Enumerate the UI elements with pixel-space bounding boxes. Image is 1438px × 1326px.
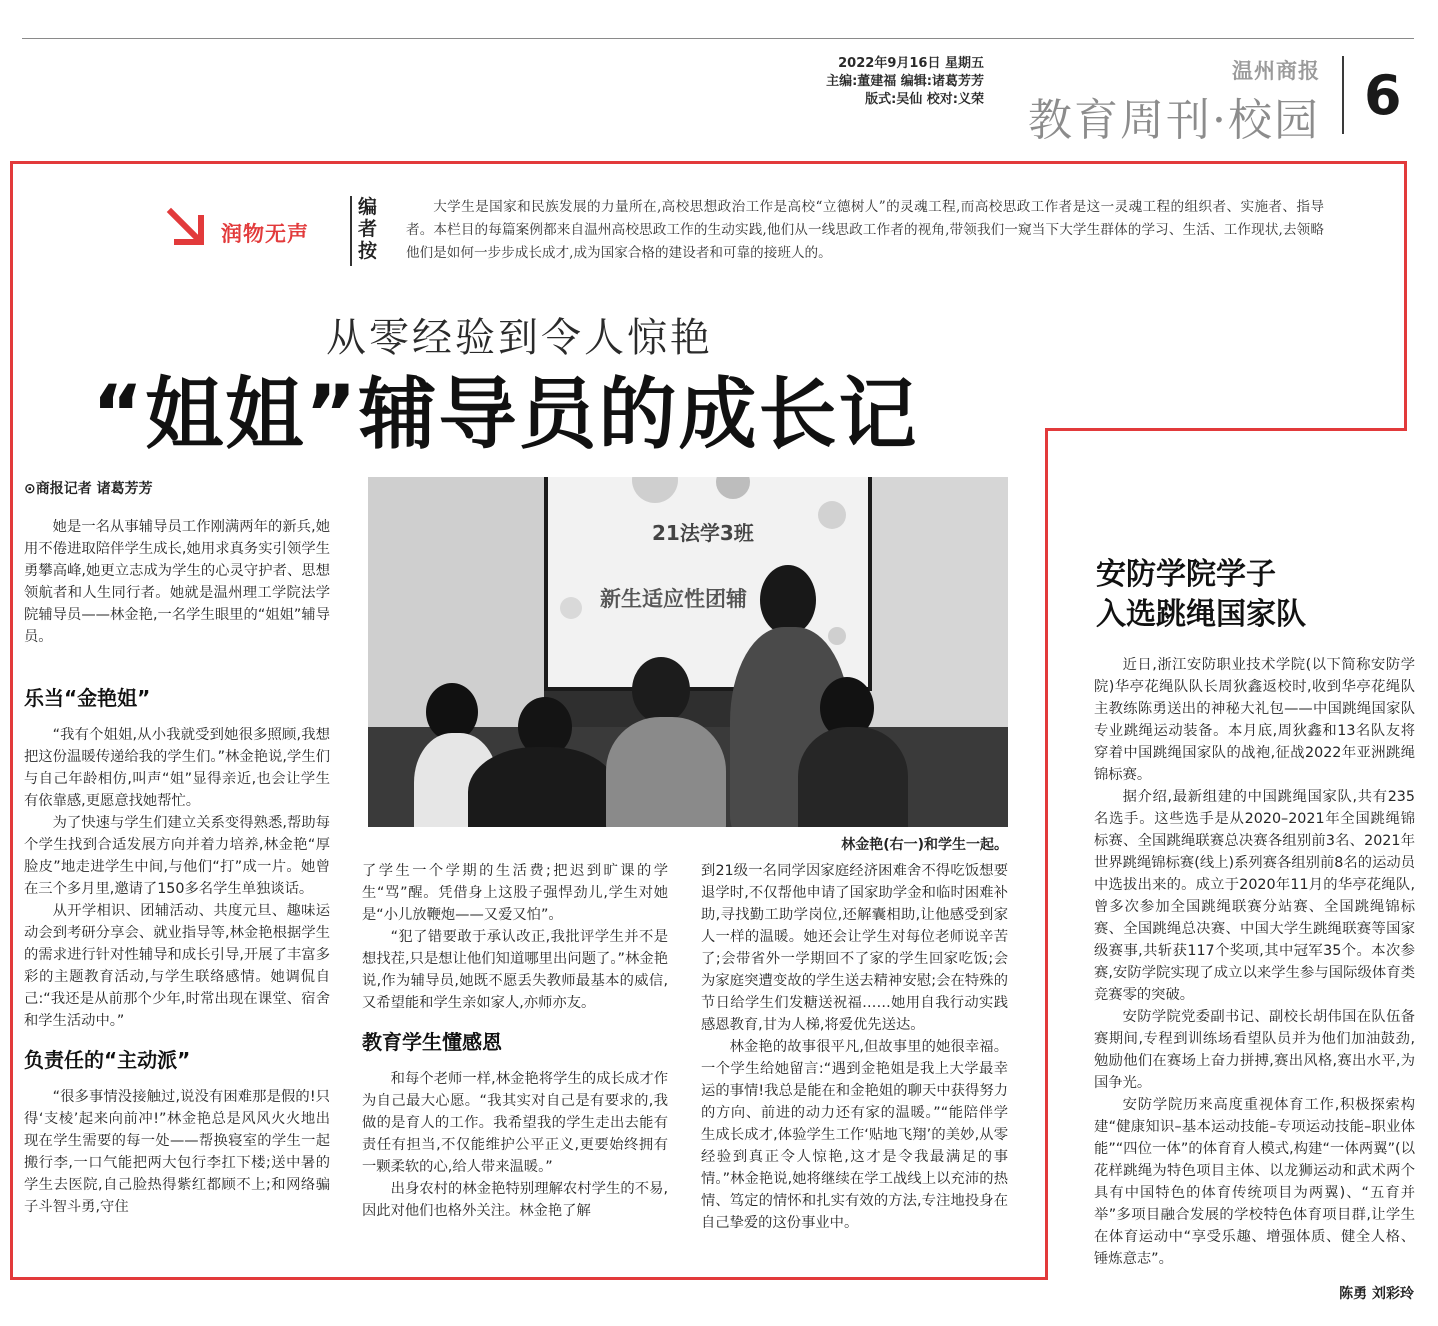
paragraph: 她是一名从事辅导员工作刚满两年的新兵,她用不倦进取陪伴学生成长,她用求真务实引领学生勇攀高峰,她更立志成为学生的心灵守护者、思想领航者和人生同行者。她就是温州理工学院法学院辅导员——林金艳,一名学生眼里的“姐姐”辅导员。 — [24, 519, 330, 645]
paragraph: “我有个姐姐,从小我就受到她很多照顾,我想把这份温暖传递给我的学生们。”林金艳说,学生们与自己年龄相仿,叫声“姐”显得亲近,也会让学生有依靠感,更愿意找她帮忙。 — [24, 727, 330, 809]
layout-proof-credit: 版式:吴仙 校对:义荣 — [865, 92, 984, 107]
paragraph: 安防学院党委副书记、副校长胡伟国在队伍备赛期间,专程到训练场看望队员并为他们加油鼓劲,勉励他们在赛场上奋力拼搏,赛出风格,赛出水平,为国争光。 — [1094, 1009, 1415, 1091]
subheading: 教育学生懂感恩 — [362, 1030, 502, 1054]
paragraph: 近日,浙江安防职业技术学院(以下简称安防学院)华亭花绳队队长周狄鑫返校时,收到华亭花绳队主教练陈勇送出的神秘大礼包——中国跳绳国家队专业跳绳运动装备。本月底,周狄鑫和13名队友将穿着中国跳绳国家队的战袍,征战2022年亚洲跳绳锦标赛。 — [1094, 657, 1415, 783]
article-headline: “姐姐”辅导员的成长记 — [92, 370, 919, 460]
article-photo — [368, 477, 1008, 827]
editor-note-label — [350, 196, 390, 266]
paragraph: 从开学相识、团辅活动、共度元旦、趣味运动会到考研分享会、就业指导等,林金艳根据学生的需求进行针对性辅导和成长引导,开展了丰富多彩的主题教育活动,与学生联络感情。她调侃自己:“我还是从前那个少年,时常出现在课堂、宿舍和学生活动中。” — [24, 903, 330, 1029]
paper-name: 温州商报 — [1232, 59, 1320, 83]
side-article-title-line: 安防学院学子 — [1096, 557, 1276, 592]
article-column-3 — [701, 860, 1008, 1273]
paragraph: 出身农村的林金艳特别理解农村学生的不易,因此对他们也格外关注。林金艳了解 — [362, 1181, 668, 1219]
article-byline: ⊙商报记者 诸葛芳芳 — [24, 481, 153, 497]
red-diagonal-arrow-icon — [165, 206, 209, 250]
paragraph: 林金艳的故事很平凡,但故事里的她很幸福。一个学生给她留言:“遇到金艳姐是我上大学最幸运的事情!我总是能在和金艳姐的聊天中获得努力的方向、前进的动力还有家的温暖。”“能陪伴学生成长成才,体验学生工作‘贴地飞翔’的美妙,从零经验到真正令人惊艳,这才是令我最满足的事情。”林金艳说,她将继续在学工战线上以充沛的热情、笃定的情怀和扎实有效的方法,专注地投身在自己挚爱的这份事业中。 — [701, 1039, 1008, 1231]
paragraph: 安防学院历来高度重视体育工作,积极探索构建“健康知识–基本运动技能–专项运动技能–职业体能”“四位一体”的体育育人模式,构建“一体两翼”(以花样跳绳为特色项目主体、以龙狮运动和武术两个具有中国特色的体育传统项目为两翼)、“五育并举”多项目融合发展的学校特色体育项目群,让学生在体育运动中“享受乐趣、增强体质、健全人格、锤炼意志”。 — [1094, 1097, 1415, 1267]
editor-note-label-char: 按 — [358, 240, 378, 262]
subheading: 负责任的“主动派” — [24, 1048, 191, 1072]
editor-note-label-char: 编 — [358, 196, 378, 218]
screen-text-class: 21法学3班 — [652, 521, 754, 545]
editor-note-text: 大学生是国家和民族发展的力量所在,高校思想政治工作是高校“立德树人”的灵魂工程,而高校思政工作者是这一灵魂工程的组织者、实施者、指导者。本栏目的每篇案例都来自温州高校思政工作的生动实践,他们从一线思政工作者的视角,带领我们一窥当下大学生群体的学习、生活、工作现状,去领略他们是如何一步步成长成才,成为国家合格的建设者和可靠的接班人的。 — [406, 199, 1324, 261]
editor-note-label-char: 者 — [358, 218, 378, 240]
paragraph: 为了快速与学生们建立关系变得熟悉,帮助每个学生找到合适发展方向并着力培养,林金艳“厚脸皮”地走进学生中间,与他们“打”成一片。她曾在三个多月里,邀请了150多名学生单独谈话。 — [24, 815, 330, 897]
side-article-title — [1096, 555, 1306, 635]
side-article-author: 陈勇 刘彩玲 — [1339, 1286, 1414, 1302]
article-column-2 — [362, 860, 668, 1273]
article-column-1 — [24, 516, 330, 1273]
issue-date: 2022年9月16日 星期五 — [838, 56, 984, 71]
paragraph: 和每个老师一样,林金艳将学生的成长成才作为自己最大心愿。“我其实对自己是有要求的,我做的是育人的工作。我希望我的学生走出去能有责任有担当,不仅能维护公平正义,更要始终拥有一颗柔软的心,给人带来温暖。” — [362, 1071, 668, 1175]
paragraph: 了学生一个学期的生活费;把迟到旷课的学生“骂”醒。凭借身上这股子强悍劲儿,学生对她是“小儿放鞭炮——又爱又怕”。 — [362, 863, 668, 923]
photo-caption: 林金艳(右一)和学生一起。 — [841, 837, 1008, 853]
screen-text-activity: 新生适应性团辅 — [600, 587, 747, 611]
page-number: 6 — [1364, 64, 1402, 127]
paragraph: 到21级一名同学因家庭经济困难舍不得吃饭想要退学时,不仅帮他申请了国家助学金和临时困难补助,寻找勤工助学岗位,还解囊相助,让他感受到家人一样的温暖。她还会让学生对每位老师说辛苦了;会带省外一学期回不了家的学生回家吃饭;会为家庭突遭变故的学生送去精神安慰;会在特殊的节日给学生们发糖送祝福……她用自我行动实践感恩教育,甘为人梯,将爱优先送达。 — [701, 863, 1008, 1033]
paragraph: “很多事情没接触过,说没有困难那是假的!只得‘支棱’起来向前冲!”林金艳总是风风火火地出现在学生需要的每一处——帮换寝室的学生一起搬行李,一口气能把两大包行李扛下楼;送中暑的学生去医院,自己脸热得紫红都顾不上;和网络骗子斗智斗勇,守住 — [24, 1089, 330, 1215]
side-article-title-line: 入选跳绳国家队 — [1096, 597, 1306, 632]
paragraph: 据介绍,最新组建的中国跳绳国家队,共有235名选手。这些选手是从2020–2021年全国跳绳锦标赛、全国跳绳联赛总决赛各组别前3名、2021年世界跳绳锦标赛(线上)系列赛各组别前8名的运动员中选拔出来的。成立于2020年11月的华亭花绳队,曾多次参加全国跳绳联赛分站赛、全国跳绳锦标赛、全国跳绳总决赛、中国大学生跳绳联赛等国家级赛事,共斩获117个奖项,其中冠军35个。本次参赛,安防学院实现了成立以来学生参与国际级体育类竞赛零的突破。 — [1094, 789, 1415, 1003]
top-rule — [22, 38, 1414, 39]
column-tag-label: 润物无声 — [221, 222, 309, 246]
editors-credit: 主编:董建福 编辑:诸葛芳芳 — [826, 74, 984, 89]
side-article-body — [1094, 654, 1415, 1282]
section-title: 教育周刊·校园 — [1028, 95, 1320, 146]
subheading: 乐当“金艳姐” — [24, 686, 151, 710]
column-tag — [165, 204, 325, 254]
masthead-divider — [1342, 56, 1344, 134]
paragraph: “犯了错要敢于承认改正,我批评学生并不是想找茬,只是想让他们知道哪里出问题了。”林金艳说,作为辅导员,她既不愿丢失教师最基本的威信,又希望能和学生亲如家人,亦师亦友。 — [362, 929, 668, 1011]
article-kicker: 从零经验到令人惊艳 — [326, 315, 713, 361]
